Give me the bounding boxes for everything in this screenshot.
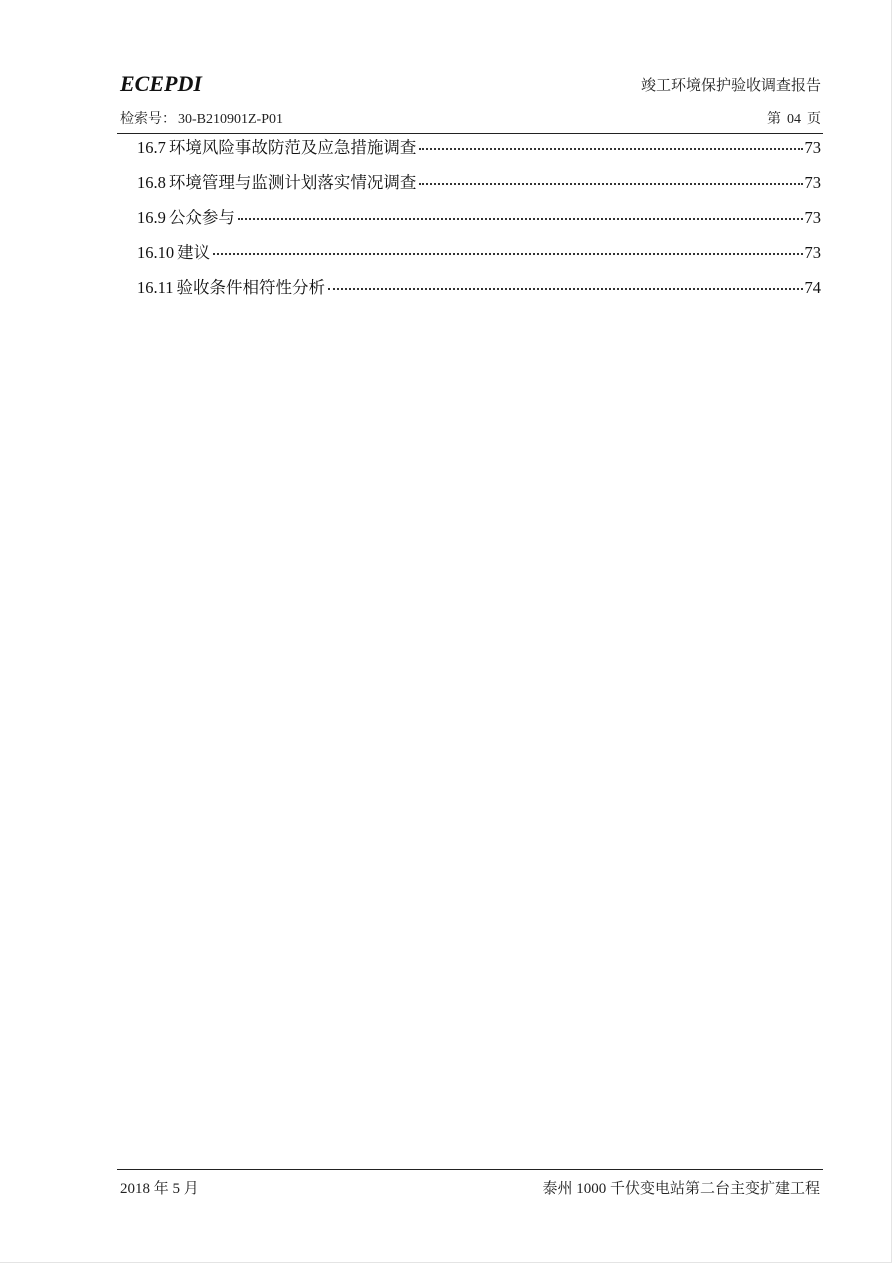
toc-dot-leader bbox=[328, 288, 802, 290]
index-value: 30-B210901Z-P01 bbox=[178, 112, 283, 127]
toc-entry-number: 16.11 bbox=[137, 278, 174, 297]
index-number bbox=[120, 111, 283, 129]
toc-entry[interactable] bbox=[137, 206, 821, 241]
toc-entry-page: 73 bbox=[804, 243, 821, 262]
page-suffix: 页 bbox=[807, 112, 821, 127]
toc-entry[interactable] bbox=[137, 276, 821, 311]
toc-entry[interactable] bbox=[137, 171, 821, 206]
toc-entry-title: 建议 bbox=[177, 243, 211, 262]
footer-date: 2018 年 5 月 bbox=[120, 1181, 199, 1197]
page-prefix: 第 bbox=[767, 112, 781, 127]
page-indicator bbox=[767, 111, 821, 129]
page-number: 04 bbox=[787, 112, 801, 127]
table-of-contents bbox=[137, 136, 821, 311]
toc-entry[interactable] bbox=[137, 136, 821, 171]
toc-dot-leader bbox=[419, 148, 802, 150]
toc-entry-page: 73 bbox=[804, 138, 821, 157]
toc-entry-title: 公众参与 bbox=[168, 208, 235, 227]
toc-entry-title: 环境风险事故防范及应急措施调查 bbox=[168, 138, 417, 157]
toc-entry-number: 16.8 bbox=[137, 173, 166, 192]
toc-entry-number: 16.9 bbox=[137, 208, 166, 227]
toc-entry-page: 74 bbox=[804, 278, 821, 297]
toc-entry-number: 16.10 bbox=[137, 243, 175, 262]
toc-dot-leader bbox=[238, 218, 803, 220]
index-label: 检索号： bbox=[120, 112, 176, 127]
report-title: 竣工环境保护验收调查报告 bbox=[640, 78, 821, 94]
header-divider bbox=[117, 133, 823, 134]
toc-entry-title: 环境管理与监测计划落实情况调查 bbox=[168, 173, 417, 192]
footer-divider bbox=[117, 1169, 823, 1170]
toc-dot-leader bbox=[213, 253, 802, 255]
toc-entry-title: 验收条件相符性分析 bbox=[176, 278, 326, 297]
toc-dot-leader bbox=[419, 183, 802, 185]
toc-entry-page: 73 bbox=[804, 173, 821, 192]
toc-entry-page: 73 bbox=[804, 208, 821, 227]
toc-entry[interactable] bbox=[137, 241, 821, 276]
footer-project-name: 泰州 1000 千伏变电站第二台主变扩建工程 bbox=[542, 1181, 820, 1197]
toc-entry-number: 16.7 bbox=[137, 138, 166, 157]
company-logo: ECEPDI bbox=[120, 71, 202, 96]
